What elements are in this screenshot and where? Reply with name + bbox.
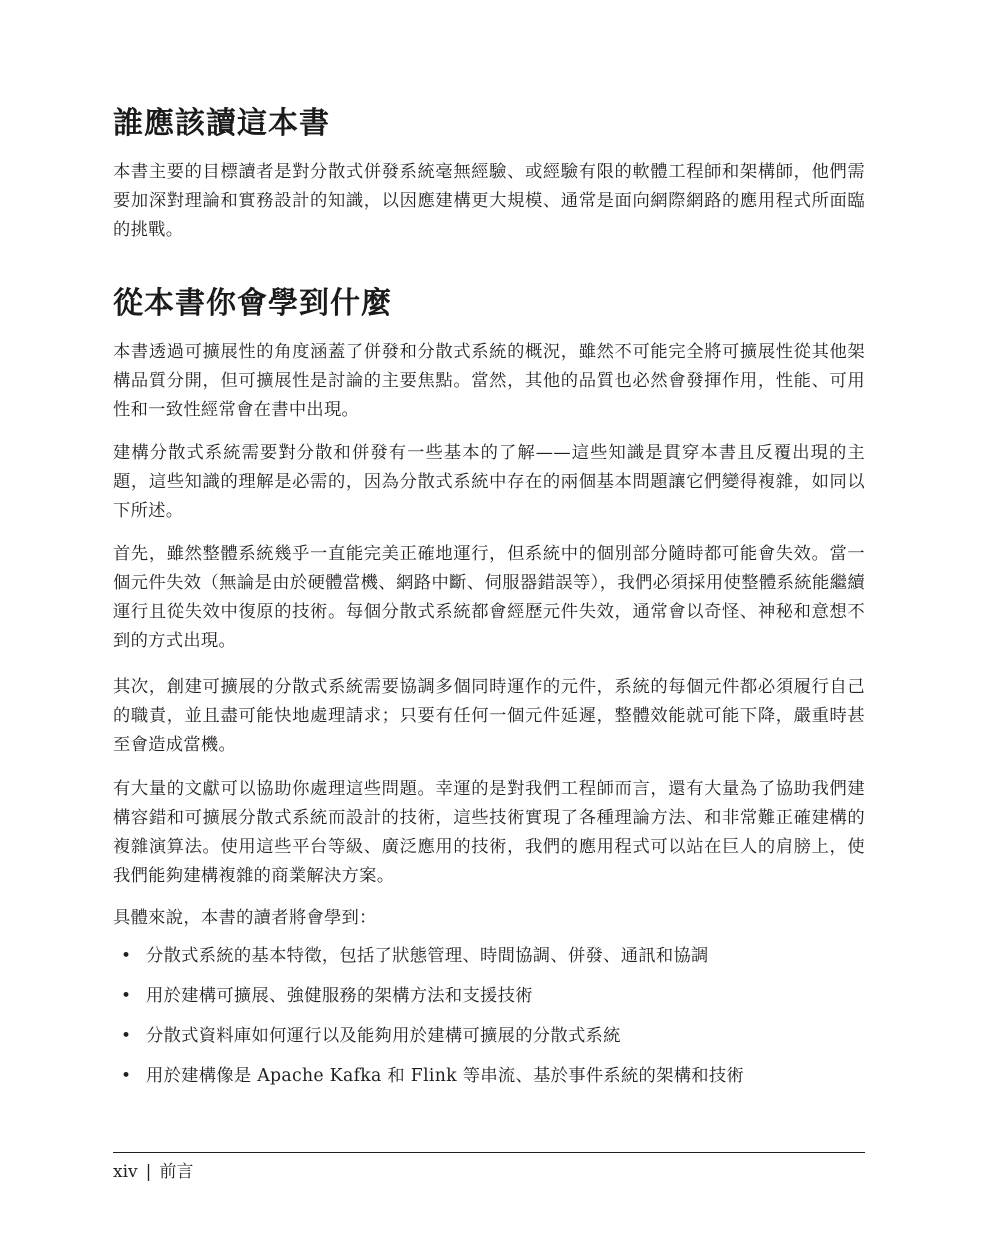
paragraph-block [113, 673, 865, 760]
list-item-text: 分散式系統的基本特徵，包括了狀態管理、時間協調、併發、通訊和協調 [146, 946, 709, 966]
paragraph-literature: 有大量的文獻可以協助你處理這些問題。幸運的是對我們工程師而言，還有大量為了協助我們建構容錯和可擴展分散式系統而設計的技術，這些技術實現了各種理論方法、和非常難正確建構的複雜演算法。使用這些平台等級、廣泛應用的技術，我們的應用程式可以站在巨人的肩膀上，使我們能夠建構複雜的商業解決方案。 [113, 779, 865, 886]
paragraph-who-should-read: 本書主要的目標讀者是對分散式併發系統毫無經驗、或經驗有限的軟體工程師和架構師，他們需要加深對理論和實務設計的知識，以因應建構更大規模、通常是面向網際網路的應用程式所面臨的挑戰。 [113, 162, 865, 240]
paragraph-block [113, 904, 865, 933]
paragraph-coordination: 其次，創建可擴展的分散式系統需要協調多個同時運作的元件，系統的每個元件都必須履行自己的職責，並且盡可能快地處理請求；只要有任何一個元件延遲，整體效能就可能下降，嚴重時甚至會造成當機。 [113, 677, 865, 755]
list-item [113, 982, 865, 1022]
paragraph-block [113, 158, 865, 245]
list-item-text: 用於建構像是 Apache Kafka 和 Flink 等串流、基於事件系統的架構和技術 [146, 1066, 745, 1086]
page-footer [113, 1159, 193, 1185]
footer-section-title: 前言 [159, 1162, 194, 1182]
paragraph-partial-failure: 首先，雖然整體系統幾乎一直能完美正確地運行，但系統中的個別部分隨時都可能會失效。當一個元件失效（無論是由於硬體當機、網路中斷、伺服器錯誤等），我們必須採用使整體系統能繼續運行且從失效中復原的技術。每個分散式系統都會經歷元件失效，通常會以奇怪、神秘和意想不到的方式出現。 [113, 544, 865, 651]
learning-list [113, 942, 865, 1102]
list-item-text: 分散式資料庫如何運行以及能夠用於建構可擴展的分散式系統 [146, 1026, 621, 1046]
paragraph-block [113, 775, 865, 891]
list-item [113, 1022, 865, 1062]
bullet-icon: • [121, 986, 132, 1006]
paragraph-intro-list: 具體來說，本書的讀者將會學到： [113, 908, 377, 928]
list-item-text: 用於建構可擴展、強健服務的架構方法和支援技術 [146, 986, 533, 1006]
bullet-icon: • [121, 946, 132, 966]
footer-separator: | [145, 1162, 152, 1182]
paragraph-block [113, 540, 865, 656]
section-heading-what-you-learn: 從本書你會學到什麼 [113, 286, 392, 321]
paragraph-fundamentals: 建構分散式系統需要對分散和併發有一些基本的了解——這些知識是貫穿本書且反覆出現的主題，這些知識的理解是必需的，因為分散式系統中存在的兩個基本問題讓它們變得複雜，如同以下所述。 [113, 443, 865, 521]
bullet-icon: • [121, 1066, 132, 1086]
paragraph-block [113, 338, 865, 425]
footer-divider [113, 1152, 865, 1153]
list-item [113, 942, 865, 982]
list-item [113, 1062, 865, 1102]
section-heading-who-should-read: 誰應該讀這本書 [113, 106, 330, 141]
paragraph-overview: 本書透過可擴展性的角度涵蓋了併發和分散式系統的概況，雖然不可能完全將可擴展性從其他架構品質分開，但可擴展性是討論的主要焦點。當然，其他的品質也必然會發揮作用，性能、可用性和一致性經常會在書中出現。 [113, 342, 865, 420]
bullet-icon: • [121, 1026, 132, 1046]
page-number: xiv [113, 1162, 138, 1182]
paragraph-block [113, 439, 865, 526]
